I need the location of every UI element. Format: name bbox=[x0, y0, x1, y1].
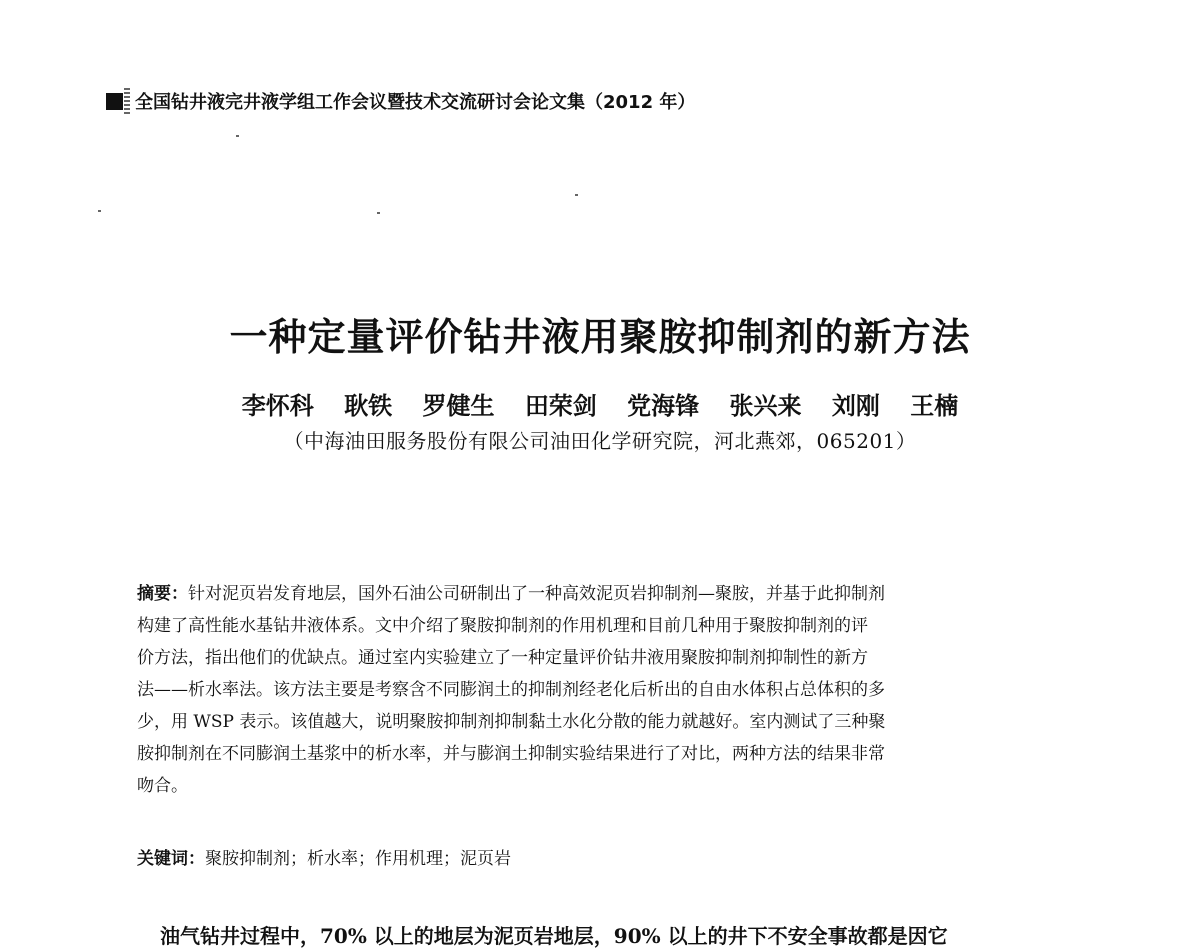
abstract bbox=[137, 578, 1062, 802]
body-paragraph-start: 油气钻井过程中，70% 以上的地层为泥页岩地层，90% 以上的井下不安全事故都是因它 bbox=[160, 924, 948, 948]
author-name: 李怀科 bbox=[241, 391, 314, 420]
author-list bbox=[0, 386, 1200, 421]
affiliation: （中海油田服务股份有限公司油田化学研究院，河北燕郊，065201） bbox=[283, 429, 917, 453]
abstract-line bbox=[137, 578, 1062, 610]
abstract-line: 法——析水率法。该方法主要是考察含不同膨润土的抑制剂经老化后析出的自由水体积占总体积的多 bbox=[137, 680, 885, 700]
running-title: 全国钻井液完井液学组工作会议暨技术交流研讨会论文集（2012 年） bbox=[135, 92, 696, 113]
author-name: 王楠 bbox=[910, 391, 959, 420]
header-mark-icon bbox=[106, 93, 123, 110]
abstract-line: 胺抑制剂在不同膨润土基浆中的析水率，并与膨润土抑制实验结果进行了对比，两种方法的结果非常 bbox=[137, 744, 885, 764]
keywords bbox=[137, 844, 511, 869]
author-name: 刘刚 bbox=[831, 391, 880, 420]
author-name: 张兴来 bbox=[729, 391, 802, 420]
author-name: 耿铁 bbox=[344, 391, 393, 420]
abstract-text: 针对泥页岩发育地层，国外石油公司研制出了一种高效泥页岩抑制剂—聚胺，并基于此抑制剂 bbox=[188, 584, 885, 604]
keywords-text: 聚胺抑制剂；析水率；作用机理；泥页岩 bbox=[205, 849, 511, 869]
scan-speck bbox=[377, 212, 380, 214]
abstract-line: 吻合。 bbox=[137, 776, 188, 796]
author-name: 罗健生 bbox=[422, 391, 495, 420]
scan-speck bbox=[98, 210, 101, 212]
author-name: 党海锋 bbox=[627, 391, 700, 420]
abstract-label: 摘要： bbox=[137, 584, 188, 604]
keywords-label: 关键词： bbox=[137, 849, 205, 869]
paper-title: 一种定量评价钻井液用聚胺抑制剂的新方法 bbox=[229, 314, 971, 359]
abstract-line: 少，用 WSP 表示。该值越大，说明聚胺抑制剂抑制黏土水化分散的能力就越好。室内测试了三种聚 bbox=[137, 712, 886, 732]
running-header bbox=[106, 88, 695, 114]
author-name: 田荣剑 bbox=[524, 391, 597, 420]
abstract-line: 构建了高性能水基钻井液体系。文中介绍了聚胺抑制剂的作用机理和目前几种用于聚胺抑制剂的评 bbox=[137, 616, 868, 636]
abstract-line: 价方法，指出他们的优缺点。通过室内实验建立了一种定量评价钻井液用聚胺抑制剂抑制性的新方 bbox=[137, 648, 868, 668]
scan-speck bbox=[236, 135, 239, 137]
scan-speck bbox=[575, 194, 578, 196]
